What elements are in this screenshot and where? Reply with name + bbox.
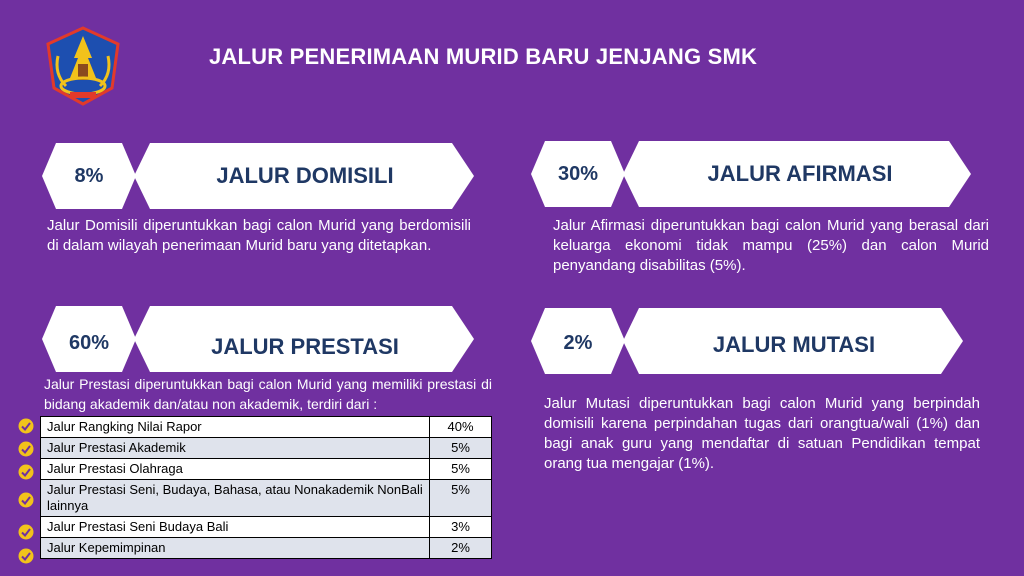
- table-row: [41, 459, 492, 480]
- jalur-prestasi-percent: 60%: [68, 332, 110, 354]
- bali-province-emblem: [44, 26, 122, 106]
- prestasi-item-value: 5%: [430, 459, 492, 480]
- jalur-domisili-banner: [42, 143, 474, 209]
- prestasi-item-value: 3%: [430, 517, 492, 538]
- jalur-prestasi-description: Jalur Prestasi diperuntukkan bagi calon Murid yang memiliki prestasi di bidang akademik dan/atau non akademik, terdiri dari :: [44, 376, 492, 412]
- table-row: [41, 417, 492, 438]
- jalur-mutasi-banner: [531, 308, 963, 374]
- jalur-domisili-description: Jalur Domisili diperuntukkan bagi calon Murid yang berdomisili di dalam wilayah penerimaan Murid baru yang ditetapkan.: [47, 217, 471, 254]
- prestasi-item-value: 5%: [430, 480, 492, 517]
- prestasi-item-label: Jalur Prestasi Akademik: [41, 438, 430, 459]
- prestasi-item-label: Jalur Prestasi Seni Budaya Bali: [41, 517, 430, 538]
- prestasi-item-value: 5%: [430, 438, 492, 459]
- prestasi-item-value: 40%: [430, 417, 492, 438]
- table-row: [41, 438, 492, 459]
- jalur-mutasi-percent: 2%: [563, 332, 593, 354]
- jalur-mutasi-description: Jalur Mutasi diperuntukkan bagi calon Murid yang berpindah domisili karena perpindahan tugas dari orangtua/wali (1%) dan bagi anak guru yang mendaftar di satuan Pendidikan tempat orang tua mengajar (1%).: [544, 395, 980, 472]
- jalur-afirmasi-title: JALUR AFIRMASI: [707, 161, 893, 186]
- prestasi-table: [40, 416, 492, 559]
- table-row: [41, 538, 492, 559]
- jalur-domisili-percent: 8%: [74, 164, 104, 187]
- jalur-domisili-title: JALUR DOMISILI: [216, 163, 394, 188]
- prestasi-item-label: Jalur Prestasi Olahraga: [41, 459, 430, 480]
- check-icon: [18, 492, 34, 508]
- check-icon: [18, 464, 34, 480]
- jalur-afirmasi-percent: 30%: [557, 163, 599, 185]
- table-row: [41, 480, 492, 517]
- check-icon: [18, 441, 34, 457]
- jalur-prestasi-title: JALUR PRESTASI: [211, 334, 399, 359]
- check-icon: [18, 418, 34, 434]
- prestasi-item-label: Jalur Rangking Nilai Rapor: [41, 417, 430, 438]
- jalur-mutasi-title: JALUR MUTASI: [712, 332, 876, 357]
- prestasi-item-label: Jalur Kepemimpinan: [41, 538, 430, 559]
- prestasi-item-label: Jalur Prestasi Seni, Budaya, Bahasa, atau Nonakademik NonBali lainnya: [41, 480, 430, 517]
- check-icon: [18, 548, 34, 564]
- table-row: [41, 517, 492, 538]
- jalur-prestasi-banner: [42, 306, 474, 372]
- page-title: JALUR PENERIMAAN MURID BARU JENJANG SMK: [209, 44, 758, 69]
- jalur-afirmasi-banner: [531, 141, 971, 207]
- check-icon: [18, 524, 34, 540]
- prestasi-item-value: 2%: [430, 538, 492, 559]
- jalur-afirmasi-description: Jalur Afirmasi diperuntukkan bagi calon Murid yang berasal dari keluarga ekonomi tidak mampu (25%) dan calon Murid penyandang disabilitas (5%).: [553, 217, 989, 274]
